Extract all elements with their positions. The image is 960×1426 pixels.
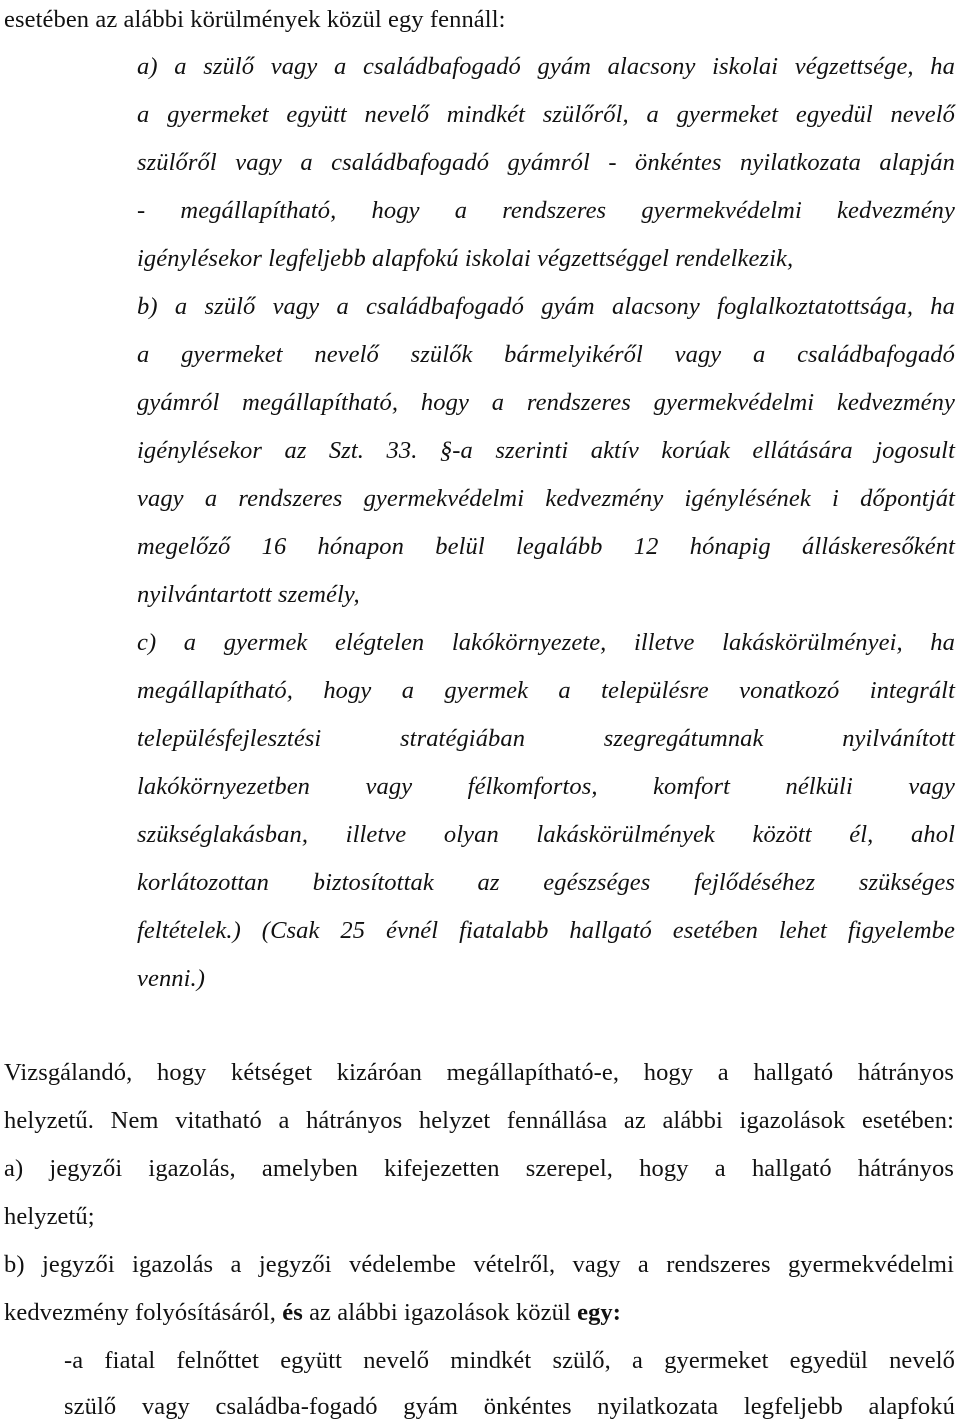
text-line: Vizsgálandó, hogy kétséget kizáróan megállapítható-e, hogy a hallgató hátrányos (4, 1059, 954, 1086)
text-line: esetében az alábbi körülmények közül egy fennáll: (4, 6, 506, 33)
text-line: szülő vagy családba-fogadó gyám önkéntes nyilatkozata legfeljebb alapfokú (64, 1393, 955, 1420)
text-line: helyzetű; (4, 1203, 95, 1230)
text-line: megállapítható, hogy a gyermek a településre vonatkozó integrált (137, 677, 955, 704)
text-line (4, 1295, 954, 1331)
text-line: vagy a rendszeres gyermekvédelmi kedvezmény igénylésének i dőpontját (137, 485, 955, 512)
text-line: a) a szülő vagy a családbafogadó gyám alacsony iskolai végzettsége, ha (137, 53, 955, 80)
text-line: lakókörnyezetben vagy félkomfortos, komfort nélküli vagy (137, 773, 955, 800)
text-line: gyámról megállapítható, hogy a rendszeres gyermekvédelmi kedvezmény (137, 389, 955, 416)
text-line: b) jegyzői igazolás a jegyzői védelembe vételről, vagy a rendszeres gyermekvédelmi (4, 1251, 954, 1278)
text-line: feltételek.) (Csak 25 évnél fiatalabb hallgató esetében lehet figyelembe (137, 917, 955, 944)
text-line: településfejlesztési stratégiában szegregátumnak nyilvánított (137, 725, 955, 752)
text-line: a gyermeket nevelő szülők bármelyikéről vagy a családbafogadó (137, 341, 955, 368)
text-line: -a fiatal felnőttet együtt nevelő mindkét szülő, a gyermeket egyedül nevelő (64, 1347, 955, 1374)
text-line: venni.) (137, 965, 206, 992)
text-line: b) a szülő vagy a családbafogadó gyám alacsony foglalkoztatottsága, ha (137, 293, 955, 320)
text-line: helyzetű. Nem vitatható a hátrányos helyzet fennállása az alábbi igazolások esetében: (4, 1107, 954, 1134)
bold-text: egy: (577, 1299, 622, 1326)
text-segment: kedvezmény folyósításáról, (4, 1299, 283, 1326)
text-line: korlátozottan biztosítottak az egészséges fejlődéséhez szükséges (137, 869, 955, 896)
text-line: szülőről vagy a családbafogadó gyámról - önkéntes nyilatkozata alapján (137, 149, 955, 176)
text-line: c) a gyermek elégtelen lakókörnyezete, illetve lakáskörülményei, ha (137, 629, 955, 656)
text-line: nyilvántartott személy, (137, 581, 360, 608)
text-line: szükséglakásban, illetve olyan lakáskörülmények között él, ahol (137, 821, 955, 848)
text-line: igénylésekor legfeljebb alapfokú iskolai végzettséggel rendelkezik, (137, 245, 794, 272)
text-line: - megállapítható, hogy a rendszeres gyermekvédelmi kedvezmény (137, 197, 955, 224)
text-segment: az alábbi igazolások közül (302, 1299, 578, 1326)
text-line: a) jegyzői igazolás, amelyben kifejezetten szerepel, hogy a hallgató hátrányos (4, 1155, 954, 1182)
text-line: a gyermeket együtt nevelő mindkét szülőről, a gyermeket egyedül nevelő (137, 101, 955, 128)
text-line: megelőző 16 hónapon belül legalább 12 hónapig álláskeresőként (137, 533, 955, 560)
bold-text: és (282, 1299, 303, 1326)
text-line: igénylésekor az Szt. 33. §-a szerinti aktív korúak ellátására jogosult (137, 437, 955, 464)
